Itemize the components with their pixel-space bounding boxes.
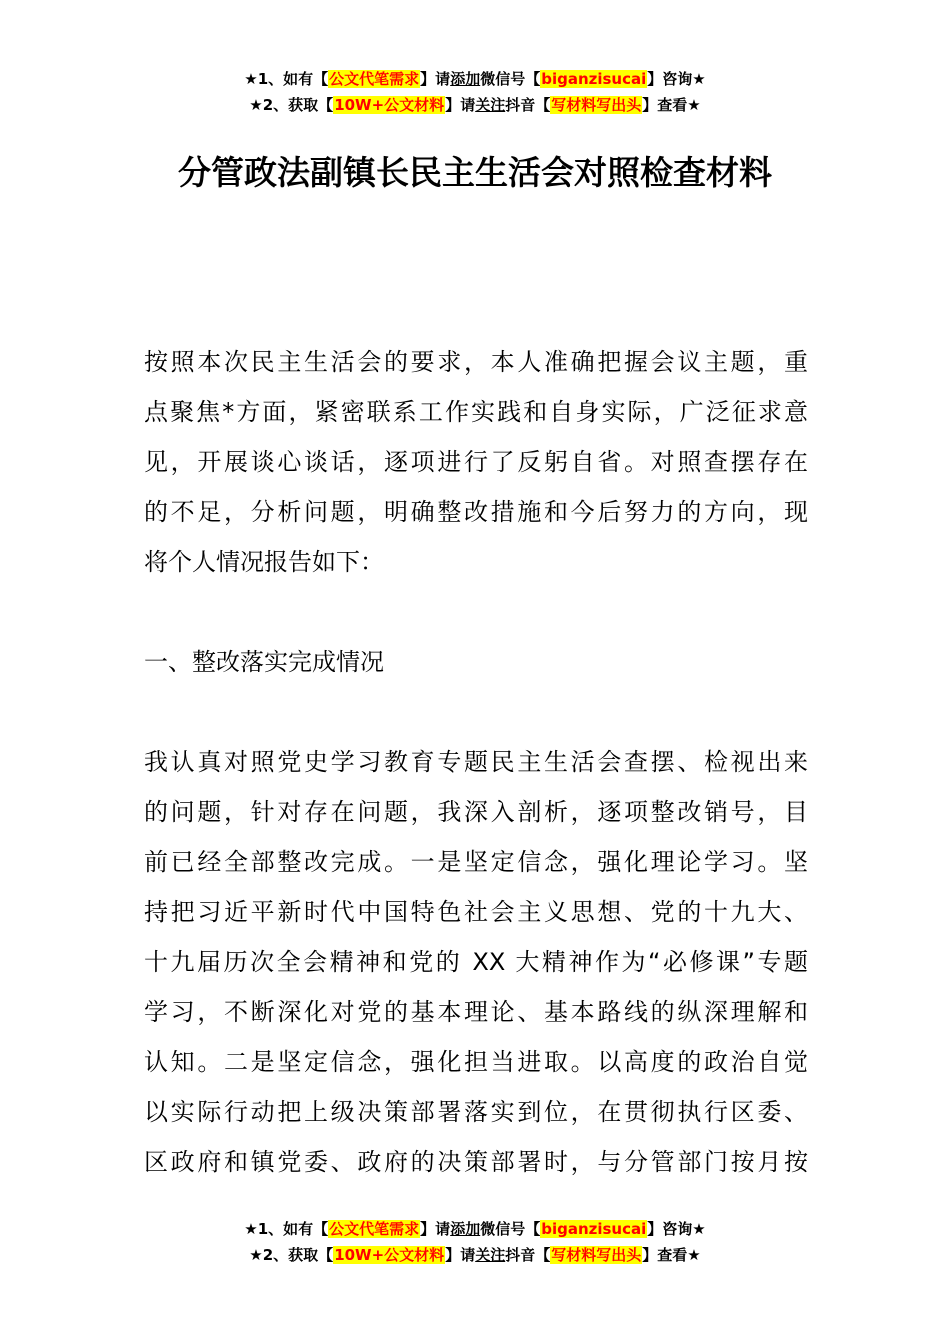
banner-underline-text: 关注 [475,1246,506,1264]
douyin-id-highlight: 写材料写出头 [551,1246,642,1264]
paragraph-line: 的不足，分析问题，明确整改措施和今后努力的方向，现 [144,498,808,526]
banner-text: 】请 [420,1220,451,1238]
intro-paragraph [144,337,808,587]
banner-line-2 [0,92,950,118]
section-heading [144,637,808,687]
banner-text: 】咨询★ [647,1220,706,1238]
banner-text: 】查看★ [642,1246,701,1264]
banner-text: 】咨询★ [647,70,706,88]
paragraph-line: 持把习近平新时代中国特色社会主义思想、党的十九大、 [144,898,808,926]
paragraph-line: 我认真对照党史学习教育专题民主生活会查摆、检视出来 [144,748,808,776]
top-banner [0,66,950,118]
banner-text: 1、如有【 [257,1220,329,1238]
document-title: 分管政法副镇长民主生活会对照检查材料 [178,153,772,192]
banner-underline-text: 添加 [450,1220,481,1238]
banner-text: 】请 [420,70,451,88]
banner-text: 抖音【 [505,1246,551,1264]
douyin-id-highlight: 写材料写出头 [551,96,642,114]
paragraph-line: 学习，不断深化对党的基本理论、基本路线的纵深理解和 [144,998,808,1026]
banner-text: 】查看★ [642,96,701,114]
paragraph-line: 十九届历次全会精神和党的 XX 大精神作为“必修课”专题 [144,948,808,976]
banner-line-2 [0,1242,950,1268]
banner-text: 2、获取【 [262,1246,334,1264]
paragraph-line: 点聚焦*方面，紧密联系工作实践和自身实际，广泛征求意 [144,398,808,426]
paragraph-line: 前已经全部整改完成。一是坚定信念，强化理论学习。坚 [144,848,808,876]
bottom-banner [0,1216,950,1268]
banner-text: 微信号【 [480,1220,541,1238]
paragraph-line: 认知。二是坚定信念，强化担当进取。以高度的政治自觉 [144,1048,808,1076]
banner-text: 1、如有【 [257,70,329,88]
banner-line-1 [0,66,950,92]
banner-text: 】请 [445,96,476,114]
materials-highlight: 10W+公文材料 [334,96,445,114]
wechat-id-highlight: biganzisucai [541,70,647,88]
banner-text: 】请 [445,1246,476,1264]
section-heading-text: 一、整改落实完成情况 [144,648,384,676]
star-icon: ★ [249,96,263,114]
paragraph-line: 以实际行动把上级决策部署落实到位，在贯彻执行区委、 [144,1098,808,1126]
banner-line-1 [0,1216,950,1242]
materials-highlight: 10W+公文材料 [334,1246,445,1264]
service-highlight: 公文代笔需求 [329,1220,420,1238]
star-icon: ★ [249,1246,263,1264]
star-icon: ★ [244,1220,258,1238]
paragraph-line: 见，开展谈心谈话，逐项进行了反躬自省。对照查摆存在 [144,448,808,476]
wechat-id-highlight: biganzisucai [541,1220,647,1238]
paragraph-line: 按照本次民主生活会的要求，本人准确把握会议主题，重 [144,348,808,376]
banner-text: 2、获取【 [262,96,334,114]
paragraph-line: 区政府和镇党委、政府的决策部署时，与分管部门按月按 [144,1148,808,1176]
star-icon: ★ [244,70,258,88]
rectification-paragraph [144,737,808,1187]
banner-underline-text: 关注 [475,96,506,114]
banner-text: 微信号【 [480,70,541,88]
banner-text: 抖音【 [505,96,551,114]
paragraph-line: 的问题，针对存在问题，我深入剖析，逐项整改销号，目 [144,798,808,826]
banner-underline-text: 添加 [450,70,481,88]
paragraph-line: 将个人情况报告如下： [144,548,384,576]
service-highlight: 公文代笔需求 [329,70,420,88]
